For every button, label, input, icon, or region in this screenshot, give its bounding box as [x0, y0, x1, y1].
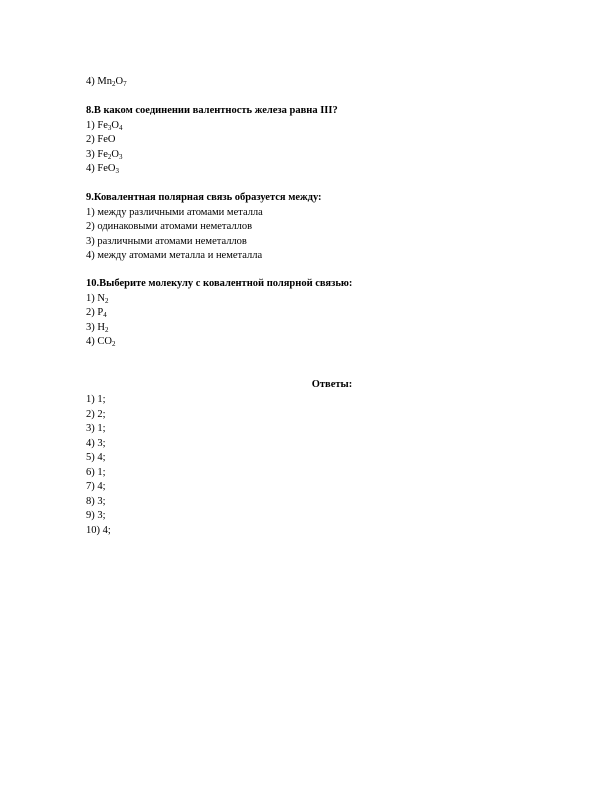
- formula-part: 3) H: [86, 321, 105, 333]
- answer-item: 6) 1;: [86, 466, 106, 478]
- formula-part: 1) N: [86, 292, 105, 304]
- q9-question-text: 9.Ковалентная полярная связь образуется между:: [86, 192, 322, 203]
- formula-subscript: 2: [104, 296, 109, 305]
- formula-part: 3) Fe: [86, 148, 108, 160]
- question-8: [86, 104, 526, 177]
- formula-part: O: [111, 119, 119, 131]
- formula-subscript: 3: [118, 152, 123, 161]
- q10-option-4: [86, 335, 526, 350]
- formula-subscript: 2: [111, 340, 116, 348]
- answer-item: 2) 2;: [86, 408, 106, 420]
- formula-part: 1) Fe: [86, 119, 108, 131]
- answer-item: 5) 4;: [86, 452, 106, 463]
- q10-question-text: 10.Выберите молекулу с ковалентной полярной связью:: [86, 278, 353, 289]
- answer-item: 7) 4;: [86, 481, 106, 492]
- formula-subscript: 2: [111, 80, 116, 88]
- formula-subscript: 3: [115, 167, 119, 175]
- answer-item: 4) 3;: [86, 437, 106, 449]
- formula-subscript: 4: [118, 123, 123, 132]
- q10-option-2: [86, 306, 526, 321]
- question-9: [86, 191, 526, 264]
- formula-part: 2) P: [86, 307, 104, 318]
- answers-list: [86, 393, 526, 538]
- answer-item: 8) 3;: [86, 495, 106, 507]
- q9-option-2: 2) одинаковыми атомами неметаллов: [86, 221, 253, 232]
- answer-item: 3) 1;: [86, 423, 106, 434]
- formula-subscript: 4: [103, 311, 107, 319]
- q9-option-3: 3) различными атомами неметаллов: [86, 235, 247, 247]
- formula-subscript: 7: [123, 80, 127, 88]
- q8-option-3: [86, 148, 526, 163]
- formula-subscript: 2: [107, 152, 112, 161]
- formula-part: O: [115, 76, 124, 87]
- formula-part: 4) FeO: [86, 163, 116, 174]
- answer-item: 1) 1;: [86, 394, 106, 405]
- q8-question-text: 8.В каком соединении валентность железа равна III?: [86, 105, 338, 116]
- q9-option-1: 1) между различными атомами металла: [86, 206, 263, 218]
- q8-option-2: 2) FeO: [86, 134, 116, 145]
- q9-option-4: 4) между атомами металла и неметалла: [86, 250, 263, 261]
- q7-option-4: [86, 75, 526, 90]
- formula-subscript: 2: [104, 325, 109, 334]
- formula-part: 4) Mn: [86, 76, 112, 87]
- formula-part: 4) CO: [86, 336, 112, 347]
- formula-subscript: 3: [107, 123, 112, 132]
- question-10: [86, 277, 526, 350]
- q10-option-3: [86, 321, 526, 336]
- answers-title: Ответы:: [311, 379, 353, 390]
- question-7-tail: [86, 75, 526, 90]
- answer-item: 9) 3;: [86, 510, 106, 521]
- q8-option-4: [86, 162, 526, 177]
- q8-option-1: [86, 119, 526, 134]
- q10-option-1: [86, 292, 526, 307]
- answer-item: 10) 4;: [86, 524, 111, 536]
- formula-part: O: [111, 148, 119, 160]
